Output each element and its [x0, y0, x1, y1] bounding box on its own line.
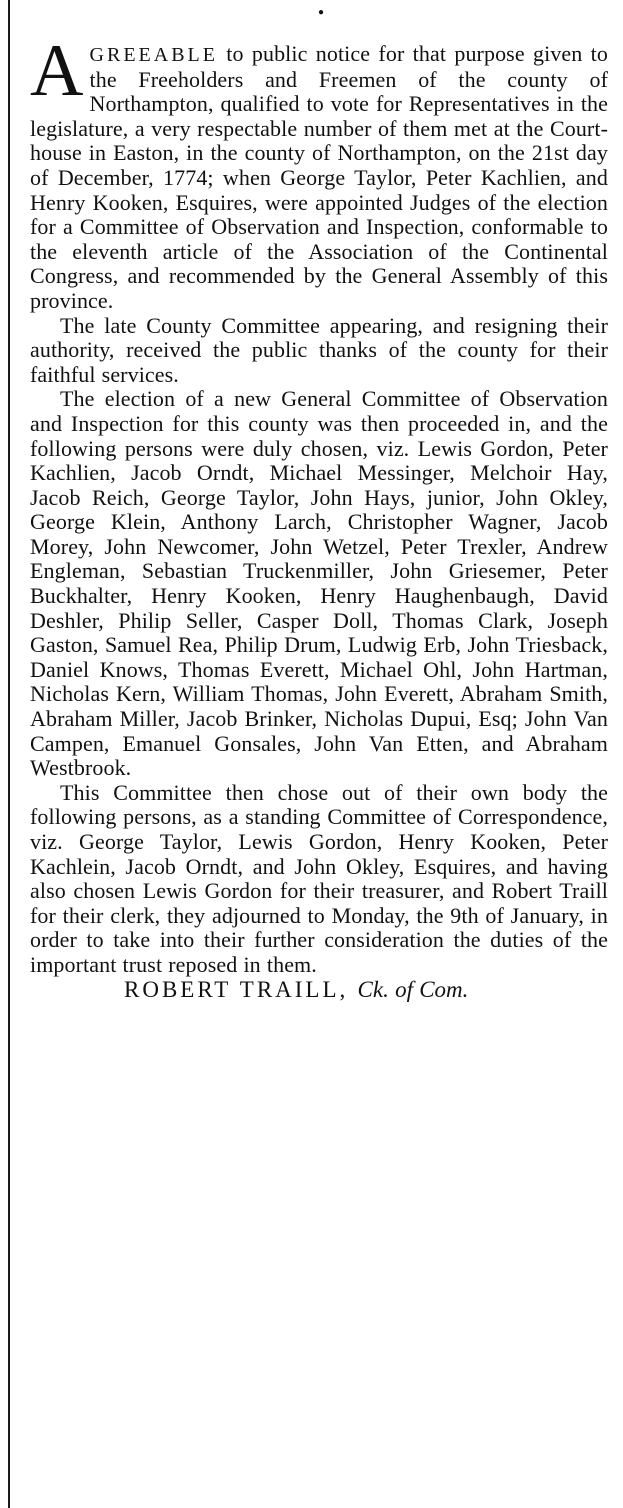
drop-cap: A: [30, 30, 84, 112]
signature-title: Ck. of Com.: [357, 976, 469, 1002]
notice-paragraph-3: The election of a new General Committee of Observation and Inspection for this county was then proceeded in, and the following persons were duly chosen, viz. Lewis Gordon, Peter Kachlien, Jacob Orndt, Michael Messinger, Melchoir Hay, Jacob Reich, George Taylor, John Hays, junior, John Okley, George Klein, Anthony Larch, Christopher Wagner, Jacob Morey, John Newcomer, John Wetzel, Peter Trexler, Andrew Engleman, Sebastian Truckenmiller, John Griesemer, Peter Buckhalter, Henry Kooken, Henry Haughenbaugh, David Deshler, Philip Seller, Casper Doll, Thomas Clark, Joseph Gaston, Samuel Rea, Philip Drum, Ludwig Erb, John Triesback, Daniel Knows, Thomas Everett, Michael Ohl, John Hartman, Nicholas Kern, William Thomas, John Everett, Abraham Smith, Abraham Miller, Jacob Brinker, Nicholas Dupui, Esq; John Van Campen, Emanuel Gonsales, John Van Etten, and Abraham Westbrook.: [30, 386, 608, 781]
notice-paragraph-4: This Committee then chose out of their own body the following persons, as a standing Committee of Correspondence, viz. George Taylor, Lewis Gordon, Henry Kooken, Peter Kachlein, Jacob Orndt, and John Okley, Esquires, and having also chosen Lewis Gordon for their treasurer, and Robert Traill for their clerk, they adjourned to Monday, the 9th of January, in order to take into their further consideration the duties of the important trust reposed in them.: [30, 779, 608, 977]
notice-paragraph-2: The late County Committee appearing, and resigning their authority, received the public thanks of the county for their faithful services.: [30, 312, 608, 387]
column-rule: [8, 0, 10, 1508]
notice-paragraph-1: [30, 30, 608, 314]
signature-line: [30, 978, 608, 1003]
paragraph-1-text: to public notice for that purpose given to the Freeholders and Freemen of the county of Northampton, qualified to vote for Representatives in the legislature, a very respectable number of them met at the Court-house in Easton, in the county of Northampton, on the 21st day of December, 1774; when George Taylor, Peter Kachlien, and Henry Kooken, Esquires, were appointed Judges of the election for a Committee of Observation and Inspection, conformable to the eleventh article of the Association of the Continental Congress, and recommended by the General Assembly of this province.: [30, 41, 608, 313]
lead-capitals: GREEABLE: [89, 44, 218, 66]
signature-name: ROBERT TRAILL,: [124, 976, 349, 1002]
ink-speck: ●: [318, 7, 325, 18]
notice-column: [30, 30, 608, 1002]
